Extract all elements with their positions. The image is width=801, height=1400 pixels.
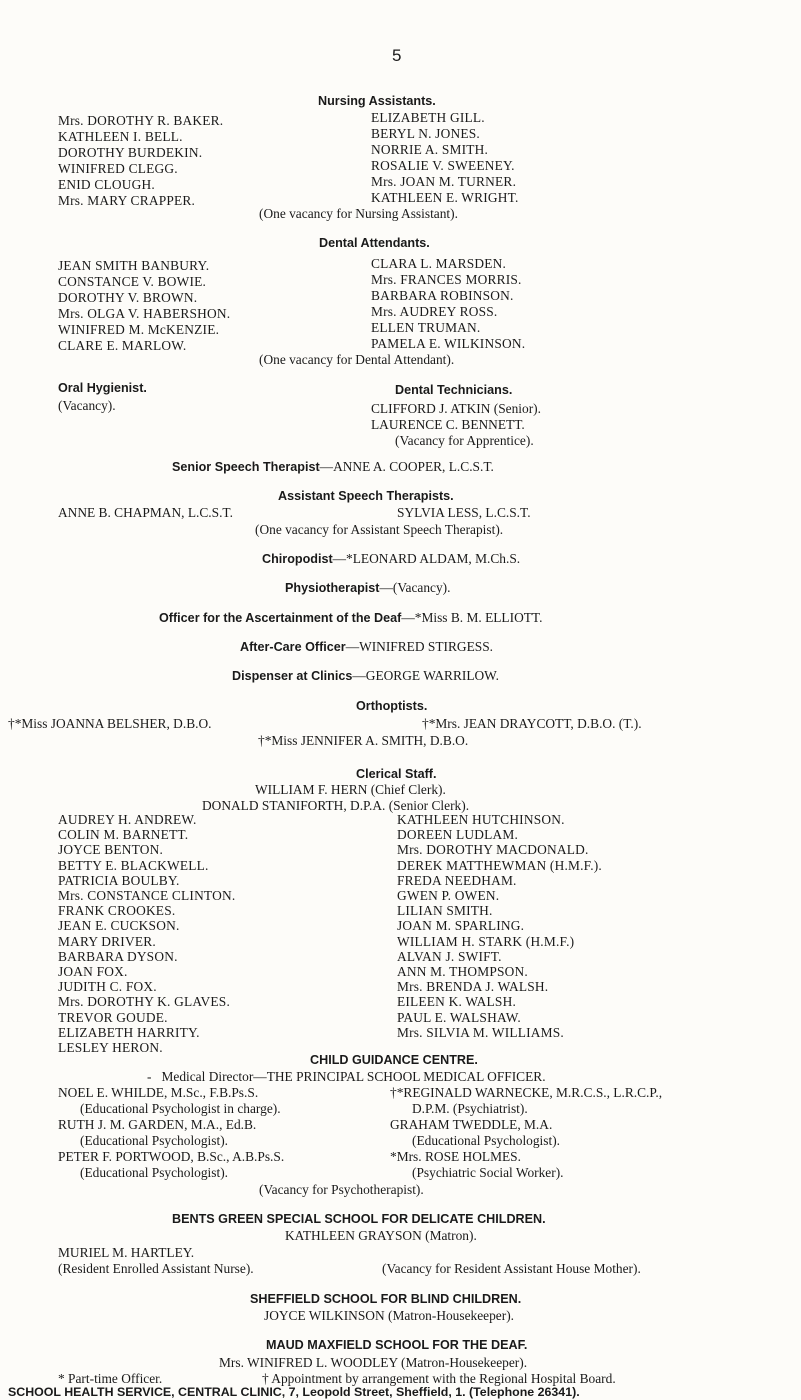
deaf-school-heading: MAUD MAXFIELD SCHOOL FOR THE DEAF. <box>266 1338 528 1352</box>
clerk-name: JEAN E. CUCKSON. <box>58 918 180 934</box>
footnote-appointment: † Appointment by arrangement with the Regional Hospital Board. <box>262 1371 616 1386</box>
dental-attendant-name: ELLEN TRUMAN. <box>371 320 481 335</box>
dental-attendant-name: Mrs. FRANCES MORRIS. <box>371 272 522 287</box>
dental-left-list <box>58 258 230 354</box>
child-guidance-vacancy: (Vacancy for Psychotherapist). <box>259 1182 424 1197</box>
clerk-name: Mrs. BRENDA J. WALSH. <box>397 979 549 995</box>
clerk-name: DEREK MATTHEWMAN (H.M.F.). <box>397 857 602 873</box>
clerk-name: Mrs. SILVIA M. WILLIAMS. <box>397 1024 564 1040</box>
clerk-name: COLIN M. BARNETT. <box>58 827 189 843</box>
child-guidance-staff-line: GRAHAM TWEDDLE, M.A. <box>390 1117 553 1132</box>
oral-hygienist-heading: Oral Hygienist. <box>58 381 147 395</box>
child-guidance-staff-line: (Educational Psychologist). <box>412 1133 561 1148</box>
nursing-right-list <box>371 110 519 206</box>
dental-attendant-name: CLARA L. MARSDEN. <box>371 256 507 271</box>
senior-speech-value: —ANNE A. COOPER, L.C.S.T. <box>319 459 494 474</box>
child-guidance-director: - Medical Director—THE PRINCIPAL SCHOOL MEDICAL OFFICER. <box>147 1069 546 1084</box>
physiotherapist-label: Physiotherapist <box>285 581 380 595</box>
clerk-name: JUDITH C. FOX. <box>58 979 157 995</box>
dental-attendant-name: BARBARA ROBINSON. <box>371 288 514 303</box>
child-guidance-director-text: Medical Director—THE PRINCIPAL SCHOOL MEDICAL OFFICER. <box>161 1069 546 1084</box>
clerk-name: BETTY E. BLACKWELL. <box>58 857 209 873</box>
after-care-label: After-Care Officer <box>240 640 346 654</box>
dental-staff-name: DOROTHY V. BROWN. <box>58 290 198 305</box>
assistant-speech-vacancy: (One vacancy for Assistant Speech Therapist). <box>255 522 504 537</box>
footnote-part-time: * Part-time Officer. <box>58 1371 163 1386</box>
clerical-senior: DONALD STANIFORTH, D.P.A. (Senior Clerk). <box>202 798 470 813</box>
blind-school-line: JOYCE WILKINSON (Matron-Housekeeper). <box>264 1308 515 1323</box>
child-guidance-left <box>58 1085 284 1181</box>
dental-staff-name: CONSTANCE V. BOWIE. <box>58 274 207 289</box>
clerk-name: Mrs. DOROTHY K. GLAVES. <box>58 994 230 1010</box>
clerk-name: EILEEN K. WALSH. <box>397 994 516 1010</box>
clerk-name: FRANK CROOKES. <box>58 903 176 919</box>
dispenser-label: Dispenser at Clinics <box>232 669 353 683</box>
physiotherapist-value: —(Vacancy). <box>379 580 451 595</box>
orthoptist-right: †*Mrs. JEAN DRAYCOTT, D.B.O. (T.). <box>422 716 642 731</box>
dental-staff-name: Mrs. OLGA V. HABERSHON. <box>58 306 231 321</box>
clerk-name: JOYCE BENTON. <box>58 842 164 858</box>
deaf-officer-value: —*Miss B. M. ELLIOTT. <box>401 610 543 625</box>
nursing-assistant-name: Mrs. JOAN M. TURNER. <box>371 174 517 189</box>
clerk-name: LILIAN SMITH. <box>397 903 493 919</box>
clerk-name: MARY DRIVER. <box>58 933 156 949</box>
after-care-officer <box>240 639 493 655</box>
orthoptists-heading: Orthoptists. <box>356 699 428 713</box>
clerk-name: JOAN FOX. <box>58 964 128 980</box>
nursing-left-list <box>58 113 223 209</box>
clerical-heading: Clerical Staff. <box>356 767 437 781</box>
child-guidance-staff-line: †*REGINALD WARNECKE, M.R.C.S., L.R.C.P., <box>390 1085 663 1100</box>
clerk-name: BARBARA DYSON. <box>58 948 178 964</box>
nursing-assistant-name: ROSALIE V. SWEENEY. <box>371 158 515 173</box>
clerk-name: Mrs. DOROTHY MACDONALD. <box>397 842 589 858</box>
child-guidance-right <box>390 1085 662 1181</box>
child-guidance-staff-line: PETER F. PORTWOOD, B.Sc., A.B.Ps.S. <box>58 1149 285 1164</box>
page-number: 5 <box>392 46 402 65</box>
orthoptist-left: †*Miss JOANNA BELSHER, D.B.O. <box>8 716 212 731</box>
senior-speech-therapist <box>172 459 494 475</box>
clerical-left-list <box>58 812 235 1055</box>
child-guidance-staff-line: (Psychiatric Social Worker). <box>412 1165 564 1180</box>
clerk-name: JOAN M. SPARLING. <box>397 918 525 934</box>
footer-address: SCHOOL HEALTH SERVICE, CENTRAL CLINIC, 7, Leopold Street, Sheffield, 1. (Telephone 26341). <box>8 1385 580 1399</box>
dispenser <box>232 668 499 684</box>
clerk-name: PATRICIA BOULBY. <box>58 872 180 888</box>
dental-staff-name: JEAN SMITH BANBURY. <box>58 258 210 273</box>
dental-technicians-heading: Dental Technicians. <box>395 383 513 397</box>
assistant-speech-right: SYLVIA LESS, L.C.S.T. <box>397 505 531 520</box>
assistant-speech-left: ANNE B. CHAPMAN, L.C.S.T. <box>58 505 233 520</box>
clerk-name: WILLIAM H. STARK (H.M.F.) <box>397 933 575 949</box>
nursing-name: ENID CLOUGH. <box>58 177 155 192</box>
nursing-assistant-name: NORRIE A. SMITH. <box>371 142 489 157</box>
clerk-name: FREDA NEEDHAM. <box>397 872 517 888</box>
child-guidance-staff-line: D.P.M. (Psychiatrist). <box>412 1101 528 1116</box>
chiropodist <box>262 551 520 567</box>
bents-green-heading: BENTS GREEN SPECIAL SCHOOL FOR DELICATE CHILDREN. <box>172 1212 546 1226</box>
blind-school-heading: SHEFFIELD SCHOOL FOR BLIND CHILDREN. <box>250 1292 522 1306</box>
nursing-name: Mrs. MARY CRAPPER. <box>58 193 196 208</box>
child-guidance-heading: CHILD GUIDANCE CENTRE. <box>310 1053 478 1067</box>
child-guidance-staff-line: (Educational Psychologist). <box>80 1133 229 1148</box>
dental-staff-name: CLARE E. MARLOW. <box>58 338 187 353</box>
clerk-name: ELIZABETH HARRITY. <box>58 1024 200 1040</box>
dental-tech-line-3: (Vacancy for Apprentice). <box>395 433 534 448</box>
clerk-name: Mrs. CONSTANCE CLINTON. <box>58 888 236 904</box>
dental-right-list <box>371 256 525 352</box>
clerk-name: AUDREY H. ANDREW. <box>58 812 197 827</box>
after-care-value: —WINIFRED STIRGESS. <box>345 639 493 654</box>
physiotherapist <box>285 580 451 596</box>
oral-hygienist-value: (Vacancy). <box>58 398 116 413</box>
child-guidance-staff-line: RUTH J. M. GARDEN, M.A., Ed.B. <box>58 1117 257 1132</box>
clerk-name: KATHLEEN HUTCHINSON. <box>397 812 565 827</box>
assistant-speech-heading: Assistant Speech Therapists. <box>278 489 454 503</box>
nursing-name: DOROTHY BURDEKIN. <box>58 145 203 160</box>
clerk-name: TREVOR GOUDE. <box>58 1009 168 1025</box>
clerical-chief: WILLIAM F. HERN (Chief Clerk). <box>255 782 446 797</box>
bents-green-left-name: MURIEL M. HARTLEY. <box>58 1245 195 1260</box>
chiropodist-value: —*LEONARD ALDAM, M.Ch.S. <box>332 551 521 566</box>
dental-attendant-name: PAMELA E. WILKINSON. <box>371 336 526 351</box>
nursing-assistant-name: BERYL N. JONES. <box>371 126 480 141</box>
nursing-name: KATHLEEN I. BELL. <box>58 129 183 144</box>
bents-green-matron: KATHLEEN GRAYSON (Matron). <box>285 1228 477 1243</box>
dispenser-value: —GEORGE WARRILOW. <box>352 668 499 683</box>
nursing-name: WINIFRED CLEGG. <box>58 161 178 176</box>
dental-attendant-name: Mrs. AUDREY ROSS. <box>371 304 498 319</box>
clerk-name: LESLEY HERON. <box>58 1040 163 1056</box>
clerk-name: ALVAN J. SWIFT. <box>397 948 502 964</box>
clerk-name: DOREEN LUDLAM. <box>397 827 519 843</box>
nursing-name: Mrs. DOROTHY R. BAKER. <box>58 113 224 128</box>
dental-attendants-heading: Dental Attendants. <box>319 236 430 250</box>
dental-vacancy: (One vacancy for Dental Attendant). <box>259 352 455 367</box>
dental-tech-line-2: LAURENCE C. BENNETT. <box>371 417 525 432</box>
clerk-name: ANN M. THOMPSON. <box>397 964 528 980</box>
clerk-name: GWEN P. OWEN. <box>397 888 500 904</box>
clerical-right-list <box>397 812 602 1040</box>
dental-tech-line-1: CLIFFORD J. ATKIN (Senior). <box>371 401 541 416</box>
chiropodist-label: Chiropodist <box>262 552 333 566</box>
nursing-assistant-name: ELIZABETH GILL. <box>371 110 485 125</box>
child-guidance-staff-line: (Educational Psychologist in charge). <box>80 1101 281 1116</box>
child-guidance-staff-line: (Educational Psychologist). <box>80 1165 229 1180</box>
child-guidance-staff-line: NOEL E. WHILDE, M.Sc., F.B.Ps.S. <box>58 1085 259 1100</box>
deaf-officer <box>159 610 542 626</box>
clerk-name: PAUL E. WALSHAW. <box>397 1009 521 1025</box>
child-guidance-staff-line: *Mrs. ROSE HOLMES. <box>390 1149 521 1164</box>
nursing-assistant-name: KATHLEEN E. WRIGHT. <box>371 190 519 205</box>
senior-speech-label: Senior Speech Therapist <box>172 460 320 474</box>
bents-green-right: (Vacancy for Resident Assistant House Mother). <box>382 1261 641 1276</box>
bents-green-left-role: (Resident Enrolled Assistant Nurse). <box>58 1261 254 1276</box>
deaf-officer-label: Officer for the Ascertainment of the Deaf <box>159 611 402 625</box>
nursing-assistants-heading: Nursing Assistants. <box>318 94 436 108</box>
dental-staff-name: WINIFRED M. McKENZIE. <box>58 322 220 337</box>
deaf-school-line: Mrs. WINIFRED L. WOODLEY (Matron-Housekeeper). <box>219 1355 528 1370</box>
nursing-vacancy: (One vacancy for Nursing Assistant). <box>259 206 458 221</box>
orthoptist-center: †*Miss JENNIFER A. SMITH, D.B.O. <box>258 733 469 748</box>
